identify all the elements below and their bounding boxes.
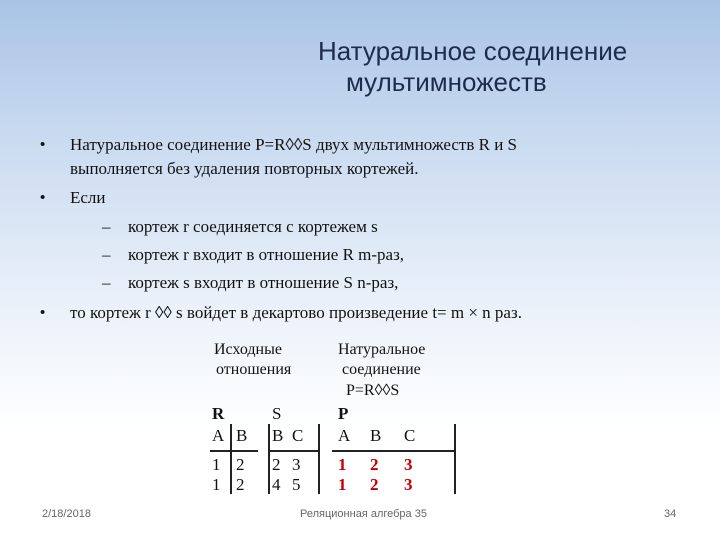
natural-join-label-2: соединение — [342, 361, 421, 378]
table-r-divider — [210, 450, 258, 452]
table-s-vline-left — [268, 424, 270, 494]
relation-s-name: S — [272, 404, 282, 423]
sub-item-2: кортеж r входит в отношение R m-раз, — [128, 245, 405, 264]
bullet-2-line-1: Если — [70, 188, 106, 207]
table-r-header: B — [236, 426, 248, 445]
table-p-cell: 1 — [338, 455, 347, 474]
table-s-divider — [270, 450, 318, 452]
table-p-header: C — [404, 426, 416, 445]
sub-item-1: кортеж r соединяется с кортежем s — [128, 217, 378, 236]
bullet-1-line-1: Натуральное соединение P=R◊◊S двух мультимножеств R и S — [70, 135, 517, 154]
sub-marker: – — [102, 245, 111, 264]
relation-p-name: P — [338, 404, 349, 423]
title-line-1: Натуральное соединение — [318, 36, 628, 66]
table-s-header: B — [272, 426, 284, 445]
table-p-cell: 1 — [338, 475, 347, 494]
table-p-cell: 3 — [404, 475, 413, 494]
table-r-cell: 2 — [236, 475, 245, 494]
source-relations-label-1: Исходные — [214, 341, 282, 358]
relation-r-name: R — [212, 404, 225, 423]
sub-item-3: кортеж s входит в отношение S n-раз, — [128, 273, 399, 292]
table-p-header: A — [338, 426, 351, 445]
table-s-cell: 5 — [292, 475, 301, 494]
table-p-cell: 2 — [370, 475, 379, 494]
table-s-cell: 3 — [292, 455, 301, 474]
table-r-cell: 1 — [212, 475, 221, 494]
table-p-cell: 3 — [404, 455, 413, 474]
table-p-vline — [454, 424, 456, 494]
table-r-vline — [230, 424, 232, 494]
table-s-cell: 2 — [272, 455, 281, 474]
table-r-header: A — [212, 426, 225, 445]
footer-date: 2/18/2018 — [42, 508, 91, 520]
bullet-3-line-1: то кортеж r ◊◊ s войдет в декартово произведение t= m × n раз. — [70, 303, 522, 322]
slide-number: 34 — [664, 508, 677, 520]
table-p-divider — [332, 450, 454, 452]
bullet-1-line-2: выполняется без удаления повторных кортежей. — [70, 159, 419, 178]
table-s-header: C — [292, 426, 304, 445]
footer-caption: Реляционная алгебра 35 — [300, 508, 427, 520]
table-p-header: B — [370, 426, 382, 445]
sub-marker: – — [102, 273, 111, 292]
natural-join-label-3: P=R◊◊S — [346, 382, 400, 399]
sub-marker: – — [102, 217, 111, 236]
bullet-marker: • — [40, 304, 46, 321]
table-s-cell: 4 — [272, 475, 281, 494]
table-r-cell: 2 — [236, 455, 245, 474]
bullet-marker: • — [40, 189, 46, 206]
title-line-2: мультимножеств — [346, 67, 547, 97]
table-s-vline-right — [318, 424, 320, 494]
source-relations-label-2: отношения — [216, 361, 292, 378]
bullet-marker: • — [40, 136, 46, 153]
table-r-cell: 1 — [212, 455, 221, 474]
slide-title — [318, 36, 698, 98]
natural-join-label-1: Натуральное — [338, 341, 426, 358]
table-p-cell: 2 — [370, 455, 379, 474]
